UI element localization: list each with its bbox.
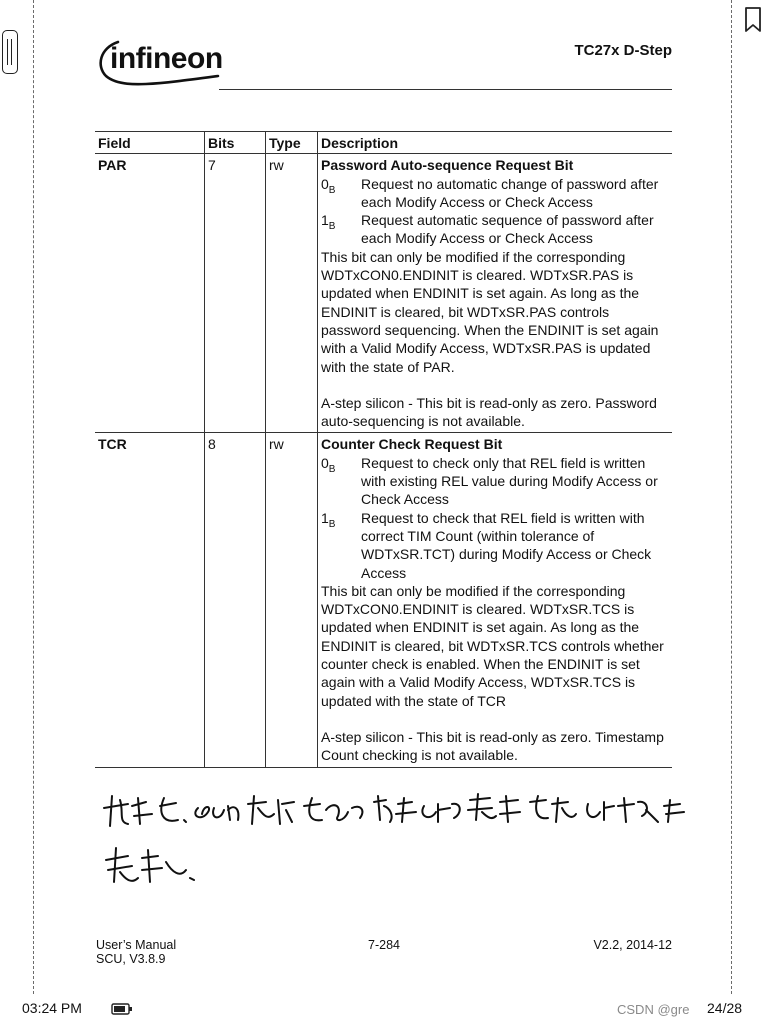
value-key: $1_B$ [321, 212, 336, 232]
status-time: 03:24 PM [22, 1000, 82, 1016]
bits-cell: 8 [205, 433, 266, 767]
value-definition [321, 211, 668, 248]
value-text: Request no automatic change of password after each Modify Access or Check Access [361, 175, 659, 210]
field-cell: PAR [95, 154, 205, 433]
value-text: Request automatic sequence of password after each Modify Access or Check Access [361, 212, 654, 247]
table-header-row [95, 132, 672, 154]
value-definition [321, 509, 668, 582]
type-cell: rw [266, 433, 318, 767]
footer-revision: V2.2, 2014-12 [593, 938, 672, 952]
description-note: A-step silicon - This bit is read-only as zero. Password auto-sequencing is not available. [321, 394, 657, 430]
table-row [95, 433, 672, 767]
battery-icon [111, 1003, 133, 1015]
register-field-table [95, 131, 672, 768]
description-title: Password Auto-sequence Request Bit [321, 157, 574, 174]
column-header-description: Description [318, 132, 673, 154]
side-panel-handle-icon[interactable] [2, 30, 18, 74]
header-rule [219, 89, 672, 90]
field-cell: TCR [95, 433, 205, 767]
page-right-guide [731, 0, 732, 994]
footer-version: SCU, V3.8.9 [96, 952, 166, 966]
csdn-watermark: CSDN @gre [617, 1002, 690, 1017]
value-key: $1_B$ [321, 509, 336, 530]
description-title: Counter Check Request Bit [321, 436, 503, 453]
infineon-logo [96, 36, 222, 88]
reader-status-bar [0, 994, 768, 1024]
description-cell [318, 433, 673, 767]
footer-page-number: 7-284 [368, 938, 400, 952]
column-header-type: Type [266, 132, 318, 154]
column-header-bits: Bits [205, 132, 266, 154]
document-title: TC27x D-Step [574, 42, 672, 59]
logo-wordmark: infineon [110, 42, 223, 75]
table-row [95, 154, 672, 433]
value-key: $0_B$ [321, 454, 336, 475]
type-cell: rw [266, 154, 318, 433]
value-text: Request to check that REL field is written with correct TIM Count (within tolerance of WDTxSR.TCT) during Modify Access or Check Access [361, 509, 652, 581]
value-definition [321, 454, 668, 509]
column-header-field: Field [95, 132, 205, 154]
value-definition [321, 175, 668, 212]
description-body: This bit can only be modified if the corresponding WDTxCON0.ENDINIT is cleared. WDTxSR.TCS is updated when ENDINIT is set again. As long as the ENDINIT is cleared, bit WDTxSR.TCS controls whether counter check is enabled. When the ENDINIT is set again with a Valid Modify Access, WDTxSR.TCS is updated with the state of TCR [321, 582, 664, 709]
handwritten-annotation [98, 786, 694, 896]
page-left-guide [33, 0, 34, 994]
footer-manual: User’s Manual [96, 938, 177, 952]
page-counter[interactable]: 24/28 [707, 1000, 743, 1016]
bits-cell: 7 [205, 154, 266, 433]
description-note: A-step silicon - This bit is read-only as zero. Timestamp Count checking is not available. [321, 728, 664, 764]
description-cell [318, 154, 673, 433]
bookmark-icon[interactable] [743, 6, 763, 34]
description-body: This bit can only be modified if the corresponding WDTxCON0.ENDINIT is cleared. WDTxSR.PAS is updated when ENDINIT is set again. As long as the ENDINIT is cleared, bit WDTxSR.PAS controls password sequencing. When the ENDINIT is set again with a Valid Modify Access, WDTxSR.PAS is updated with the state of PAR. [321, 248, 659, 375]
value-text: Request to check only that REL field is written with existing REL value during Modify Access or Check Access [361, 454, 658, 508]
value-key: $0_B$ [321, 175, 336, 196]
